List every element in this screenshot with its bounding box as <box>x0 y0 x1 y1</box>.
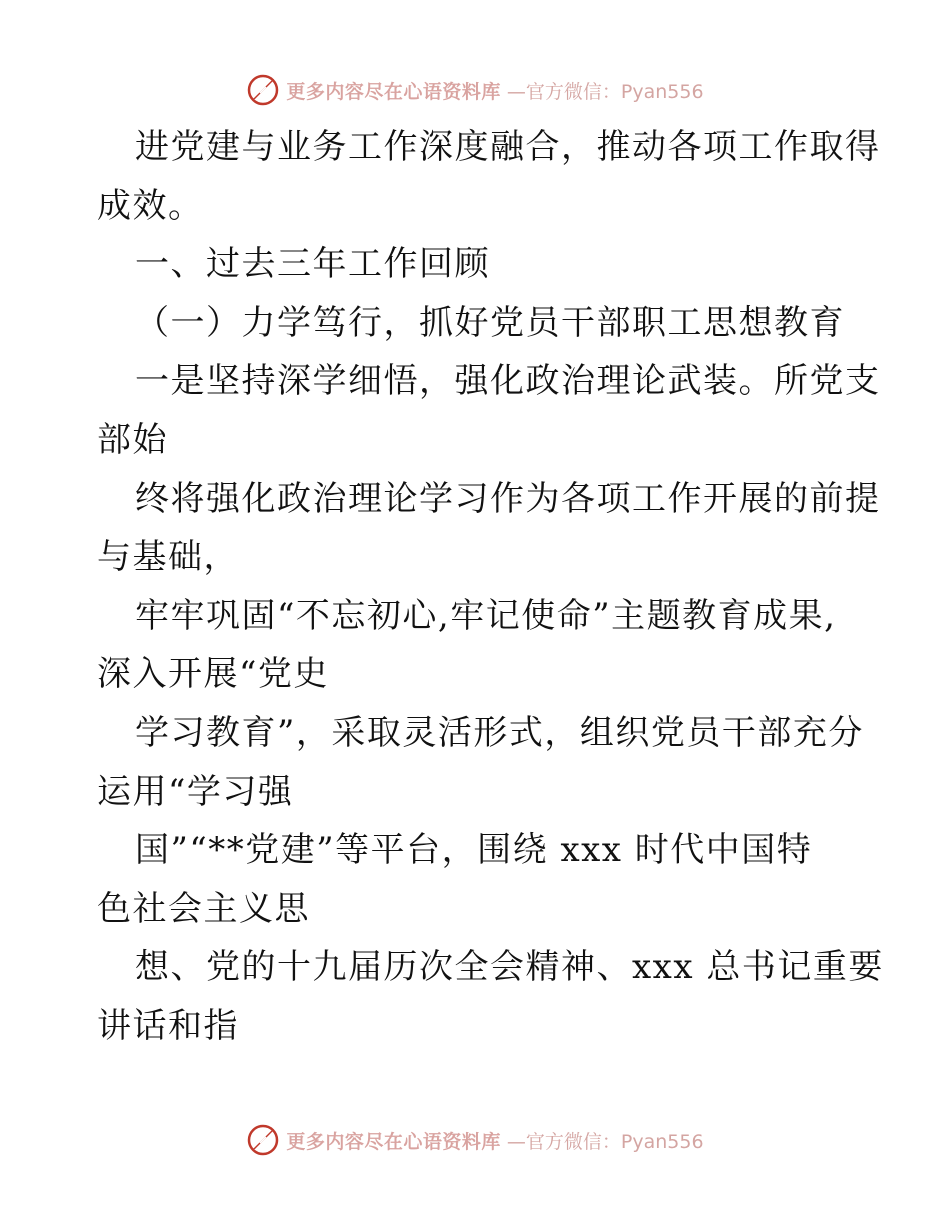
watermark-brand: 更多内容尽在心语资料库 <box>286 80 501 103</box>
text-line: 讲话和指 <box>97 1005 239 1046</box>
watermark-contact: —官方微信：Pyan556 <box>506 80 704 103</box>
text-line: 牢牢巩固“不忘初心,牢记使命”主题教育成果, <box>135 595 837 636</box>
text-line: 深入开展“党史 <box>97 654 329 695</box>
text-line: 色社会主义思 <box>97 888 310 929</box>
text-line: 学习教育”，采取灵活形式，组织党员干部充分 <box>135 712 864 753</box>
text-line: 进党建与业务工作深度融合，推动各项工作取得 <box>135 127 881 167</box>
text-line: 部始 <box>97 419 168 460</box>
text-line: 一是坚持深学细悟，强化政治理论武装。所党支 <box>135 361 881 402</box>
subsection-heading: （一）力学笃行，抓好党员干部职工思想教育 <box>135 302 845 343</box>
text-line: 成效。 <box>97 185 204 226</box>
quill-logo-icon <box>246 1123 280 1157</box>
document-body <box>97 118 884 1056</box>
section-heading: 一、过去三年工作回顾 <box>135 244 490 285</box>
quill-logo-icon <box>246 73 280 107</box>
text-line: 想、党的十九届历次全会精神、xxx 总书记重要 <box>135 947 884 988</box>
text-line: 终将强化政治理论学习作为各项工作开展的前提 <box>135 478 881 519</box>
text-line: 运用“学习强 <box>97 771 294 812</box>
watermark-footer <box>0 1120 950 1160</box>
watermark-header <box>0 70 950 110</box>
watermark-brand: 更多内容尽在心语资料库 <box>286 1130 501 1153</box>
text-line: 国”“**党建”等平台，围绕 xxx 时代中国特 <box>135 830 813 871</box>
watermark-contact: —官方微信：Pyan556 <box>506 1130 704 1153</box>
text-line: 与基础， <box>97 537 239 578</box>
